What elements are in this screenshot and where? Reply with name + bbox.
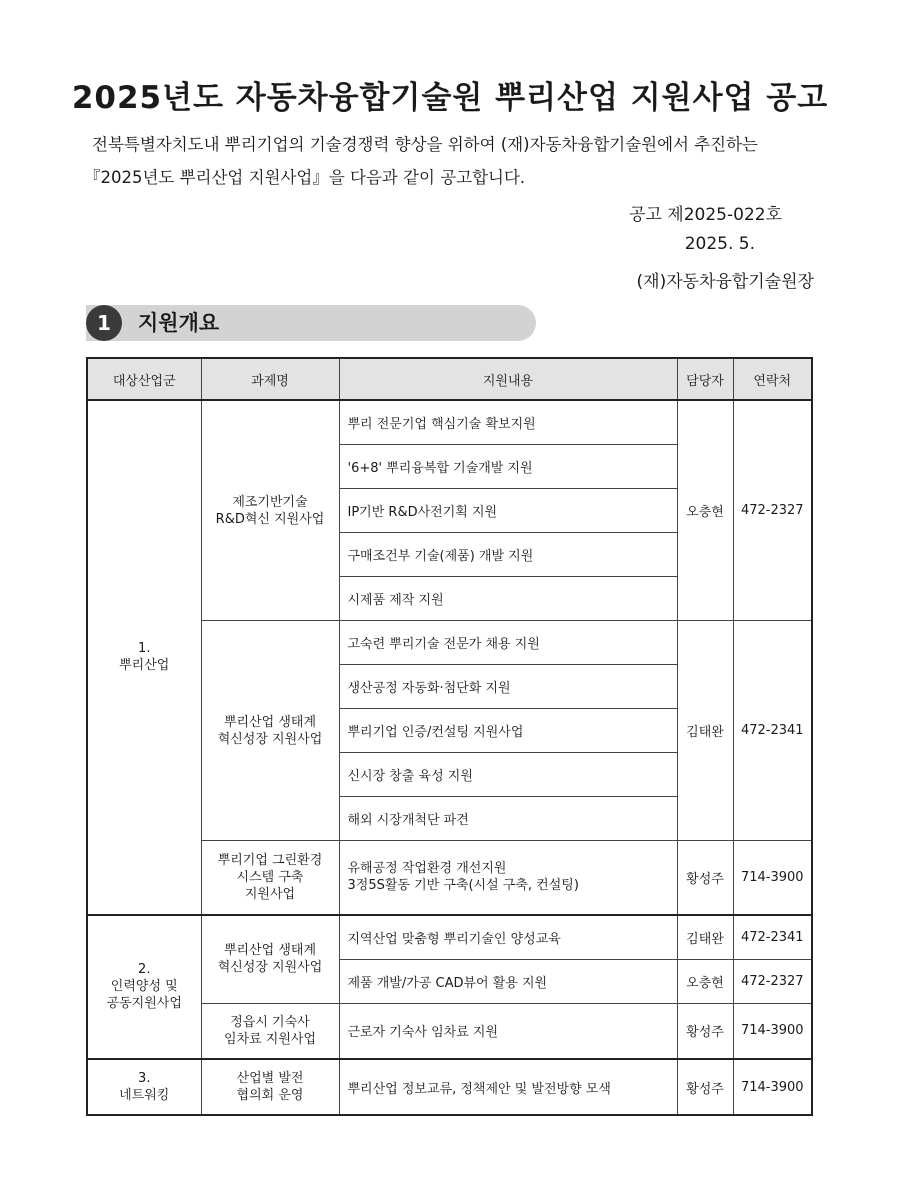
manager-cell: 황성주: [677, 841, 733, 915]
section-header: [86, 305, 536, 341]
project-cell: 산업별 발전 협의회 운영: [201, 1059, 339, 1115]
content-cell: 지역산업 맞춤형 뿌리기술인 양성교육: [339, 915, 677, 960]
manager-cell: 오충현: [677, 959, 733, 1003]
project-cell: 제조기반기술 R&D혁신 지원사업: [201, 400, 339, 621]
category-cell: 3. 네트워킹: [87, 1059, 201, 1115]
contact-cell: 472-2327: [733, 959, 812, 1003]
contact-cell: 472-2341: [733, 915, 812, 960]
intro-line-1: 전북특별자치도내 뿌리기업의 기술경쟁력 향상을 위하여 (재)자동차융합기술원에서 추진하는: [92, 135, 758, 154]
content-cell: 신시장 창출 육성 지원: [339, 753, 677, 797]
content-cell: IP기반 R&D사전기획 지원: [339, 489, 677, 533]
content-cell: 고숙련 뿌리기술 전문가 채용 지원: [339, 621, 677, 665]
content-cell: 제품 개발/가공 CAD뷰어 활용 지원: [339, 959, 677, 1003]
section-title: 지원개요: [138, 311, 220, 335]
content-cell: '6+8' 뿌리융복합 기술개발 지원: [339, 445, 677, 489]
header-category: 대상산업군: [87, 358, 201, 400]
section-number-badge: 1: [86, 305, 122, 341]
intro-line-2: 『2025년도 뿌리산업 지원사업』을 다음과 같이 공고합니다.: [84, 168, 526, 187]
project-cell: 정읍시 기숙사 임차료 지원사업: [201, 1003, 339, 1059]
manager-cell: 오충현: [677, 400, 733, 621]
manager-cell: 황성주: [677, 1003, 733, 1059]
content-cell: 해외 시장개척단 파견: [339, 797, 677, 841]
content-cell: 뿌리산업 정보교류, 정책제안 및 발전방향 모색: [339, 1059, 677, 1115]
manager-cell: 김태완: [677, 915, 733, 960]
notice-date: 2025. 5.: [684, 234, 755, 254]
header-manager: 담당자: [677, 358, 733, 400]
document-title: 2025년도 자동차융합기술원 뿌리산업 지원사업 공고: [71, 80, 829, 116]
content-cell: 뿌리 전문기업 핵심기술 확보지원: [339, 400, 677, 445]
contact-cell: 714-3900: [733, 1059, 812, 1115]
table-row: [87, 1059, 812, 1115]
content-cell: 시제품 제작 지원: [339, 577, 677, 621]
project-cell: 뿌리산업 생태계 혁신성장 지원사업: [201, 621, 339, 841]
project-cell: 뿌리산업 생태계 혁신성장 지원사업: [201, 915, 339, 1004]
contact-cell: 714-3900: [733, 1003, 812, 1059]
project-cell: 뿌리기업 그린환경 시스템 구축 지원사업: [201, 841, 339, 915]
content-cell: 근로자 기숙사 임차료 지원: [339, 1003, 677, 1059]
category-cell: 1. 뿌리산업: [87, 400, 201, 915]
notice-number: 공고 제2025-022호: [629, 205, 782, 225]
manager-cell: 황성주: [677, 1059, 733, 1115]
support-overview-table: [86, 357, 813, 1116]
content-cell: 생산공정 자동화·첨단화 지원: [339, 665, 677, 709]
category-cell: 2. 인력양성 및 공동지원사업: [87, 915, 201, 1060]
header-project: 과제명: [201, 358, 339, 400]
table-row: [87, 915, 812, 960]
contact-cell: 472-2327: [733, 400, 812, 621]
header-content: 지원내용: [339, 358, 677, 400]
content-cell: 유해공정 작업환경 개선지원 3정5S활동 기반 구축(시설 구축, 컨설팅): [339, 841, 677, 915]
manager-cell: 김태완: [677, 621, 733, 841]
content-cell: 뿌리기업 인증/컨설팅 지원사업: [339, 709, 677, 753]
contact-cell: 472-2341: [733, 621, 812, 841]
contact-cell: 714-3900: [733, 841, 812, 915]
intro-paragraph: [84, 128, 819, 194]
table-header-row: [87, 358, 812, 400]
content-cell: 구매조건부 기술(제품) 개발 지원: [339, 533, 677, 577]
header-contact: 연락처: [733, 358, 812, 400]
issuer: (재)자동차융합기술원장: [636, 272, 814, 292]
table-row: [87, 400, 812, 445]
